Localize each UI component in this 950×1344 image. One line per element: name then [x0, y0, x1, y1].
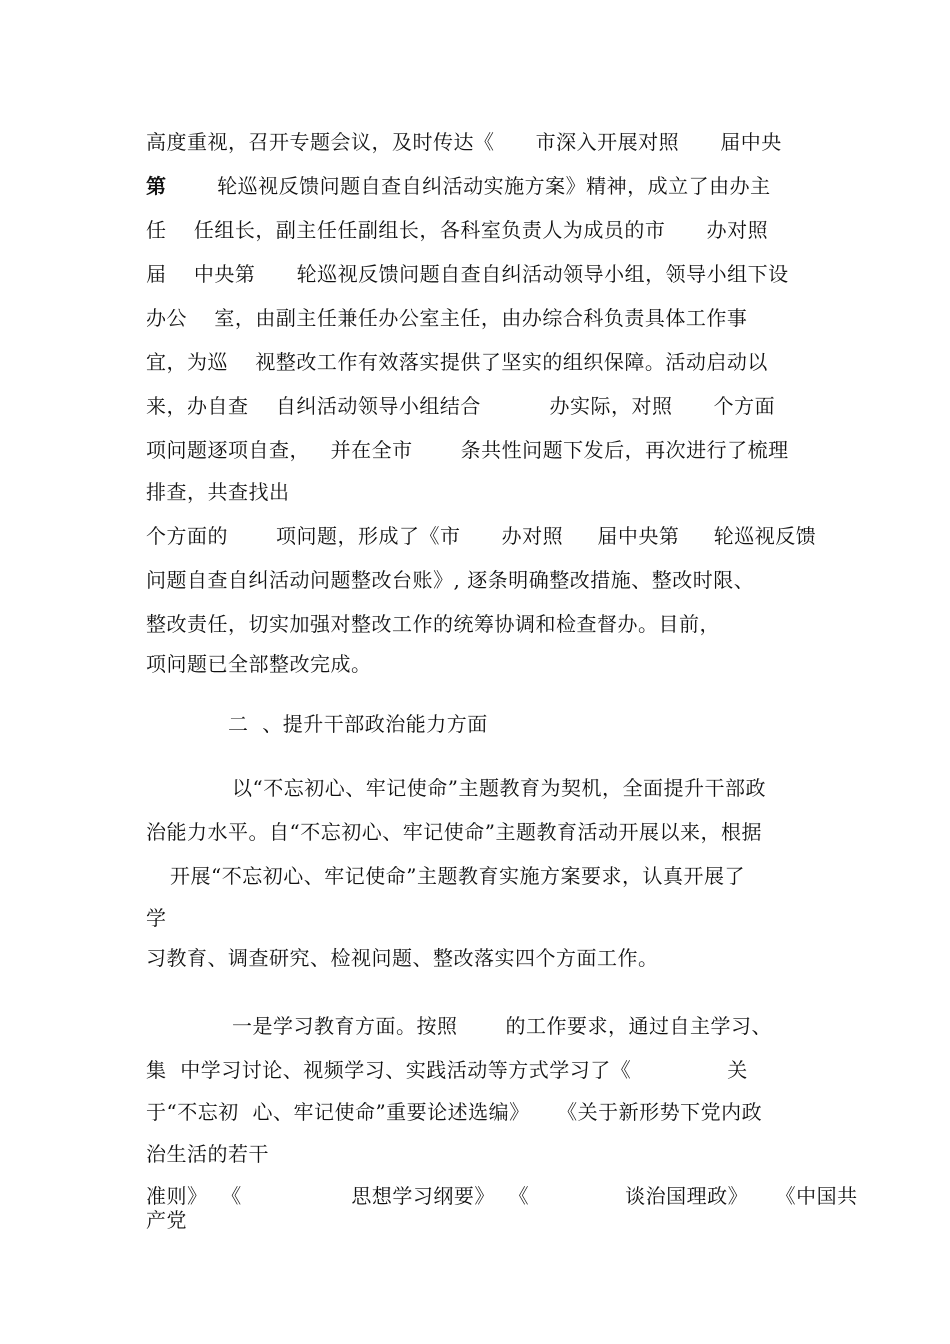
- text-line-3: 任 任组长，副主任任副组长，各科室负责人为成员的市 办对照: [146, 218, 769, 242]
- text-line-21: 于“不忘初 心、牢记使命”重要论述选编》 《关于新形势下党内政: [146, 1100, 763, 1124]
- text-line-2: 轮巡视反馈问题自查自纠活动实施方案》精神，成立了由办主: [176, 174, 771, 198]
- text-line-11: 问题自查自纠活动问题整改台账》, 逐条明确整改措施、整改时限、: [146, 568, 755, 592]
- bold-prefix: 第: [146, 174, 167, 198]
- text-line-1: 高度重视，召开专题会议，及时传达《 市深入开展对照 届中央: [146, 130, 782, 154]
- text-line-24: 产党: [146, 1208, 187, 1232]
- text-line-12: 整改责任，切实加强对整改工作的统筹协调和检查督办。目前，: [146, 612, 720, 636]
- text-line-7: 来，办自查 自纠活动领导小组结合 办实际，对照 个方面: [146, 394, 776, 418]
- text-line-14: 以“不忘初心、牢记使命”主题教育为契机，全面提升干部政: [232, 776, 766, 800]
- text-line-18: 习教育、调查研究、检视问题、整改落实四个方面工作。: [146, 946, 659, 970]
- text-line-5: 办公 室，由副主任兼任办公室主任，由办综合科负责具体工作事: [146, 306, 748, 330]
- text-line-16: 开展“不忘初心、牢记使命”主题教育实施方案要求，认真开展了: [170, 864, 745, 888]
- text-line-8: 项问题逐项自查， 并在全市 条共性问题下发后，再次进行了梳理: [146, 438, 789, 462]
- text-line-20: 集 中学习讨论、视频学习、实践活动等方式学习了《 关: [146, 1058, 748, 1082]
- text-line-10: 个方面的 项问题，形成了《市 办对照 届中央第 轮巡视反馈: [146, 524, 817, 548]
- text-line-19: 一是学习教育方面。按照 的工作要求，通过自主学习、: [232, 1014, 773, 1038]
- text-line-23: 准则》 《 思想学习纲要》 《 谈治国理政》 《中国共: [146, 1184, 858, 1208]
- text-line-6: 宜，为巡 视整改工作有效落实提供了坚实的组织保障。活动启动以: [146, 350, 768, 374]
- section-heading: 二 、提升干部政治能力方面: [228, 712, 488, 736]
- text-line-9: 排查，共查找出: [146, 480, 290, 504]
- text-line-13: 项问题已全部整改完成。: [146, 652, 372, 676]
- text-line-4: 届 中央第 轮巡视反馈问题自查自纠活动领导小组，领导小组下设: [146, 262, 789, 286]
- text-line-17: 学: [146, 906, 167, 930]
- text-line-15: 治能力水平。自“不忘初心、牢记使命”主题教育活动开展以来，根据: [146, 820, 762, 844]
- text-line-22: 治生活的若干: [146, 1142, 269, 1166]
